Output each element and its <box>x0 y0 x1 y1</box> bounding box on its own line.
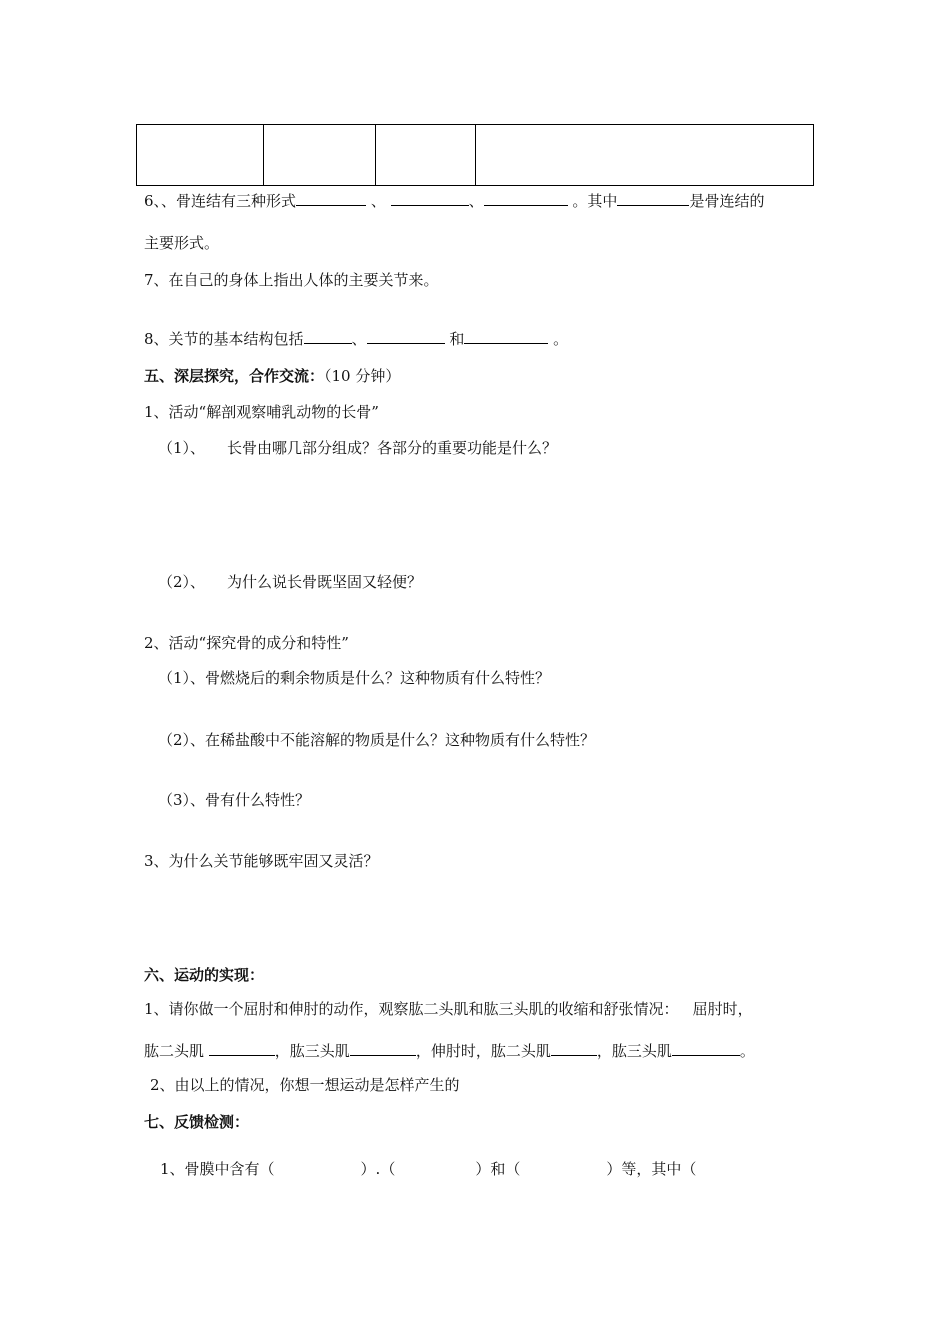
section-5-heading <box>144 366 400 386</box>
question-8 <box>144 329 568 349</box>
period: 。 <box>739 1042 755 1060</box>
separator: 、 <box>370 192 386 210</box>
activity-1-sub-2 <box>158 572 422 592</box>
q6-suffix: 是骨连结的 <box>689 192 765 210</box>
separator: 、 <box>468 192 484 210</box>
blank[interactable] <box>209 1041 275 1056</box>
section-7-q1 <box>160 1159 696 1179</box>
section-7-title: 七、反馈检测： <box>144 1113 250 1131</box>
table-divider <box>375 125 376 185</box>
label: ，肱三头肌 <box>274 1042 350 1060</box>
section-5-title: 五、深层探究，合作交流： <box>144 367 325 385</box>
activity-2-title: 2、活动“探究骨的成分和特性” <box>144 634 349 652</box>
blank[interactable] <box>617 191 689 206</box>
question-6 <box>144 191 764 211</box>
text: 1、骨膜中含有（ <box>160 1160 275 1178</box>
question-7: 7、在自己的身体上指出人体的主要关节来。 <box>144 271 439 289</box>
sub-text: 长骨由哪几部分组成？各部分的重要功能是什么？ <box>227 439 558 457</box>
text: ）.（ <box>360 1160 396 1178</box>
q1-flex: 屈肘时， <box>692 1000 753 1018</box>
label: ，伸肘时，肱二头肌 <box>415 1042 551 1060</box>
activity-1-title: 1、活动“解剖观察哺乳动物的长骨” <box>144 403 379 421</box>
section-6-title: 六、运动的实现： <box>144 966 265 984</box>
q8-prefix: 8、关节的基本结构包括 <box>144 330 304 348</box>
blank[interactable] <box>464 329 548 344</box>
table-divider <box>475 125 476 185</box>
activity-2-sub-3: （3）、骨有什么特性？ <box>158 791 311 809</box>
section-6-q1-line1 <box>144 999 753 1019</box>
table-divider <box>263 125 264 185</box>
blank[interactable] <box>484 191 568 206</box>
label: 肱二头肌 <box>144 1042 205 1060</box>
section-6-q2: 2、由以上的情况，你想一想运动是怎样产生的 <box>150 1076 460 1094</box>
section-5-time: （10 分钟） <box>324 367 401 385</box>
period: 。 <box>553 330 569 348</box>
activity-2-sub-2: （2）、在稀盐酸中不能溶解的物质是什么？这种物质有什么特性？ <box>158 731 596 749</box>
separator: 和 <box>449 330 465 348</box>
blank[interactable] <box>350 1041 416 1056</box>
separator: 、 <box>351 330 367 348</box>
question-6-continued: 主要形式。 <box>144 234 220 252</box>
sub-text: 为什么说长骨既坚固又轻便？ <box>227 573 423 591</box>
blank[interactable] <box>296 191 366 206</box>
activity-2-sub-1: （1）、骨燃烧后的剩余物质是什么？这种物质有什么特性？ <box>158 669 551 687</box>
q1-text: 1、请你做一个屈肘和伸肘的动作，观察肱二头肌和肱三头肌的收缩和舒张情况： <box>144 1000 679 1018</box>
sub-number: （1）、 <box>158 439 206 457</box>
label: ，肱三头肌 <box>596 1042 672 1060</box>
blank[interactable] <box>304 329 352 344</box>
blank[interactable] <box>672 1041 740 1056</box>
blank[interactable] <box>551 1041 597 1056</box>
section-6-q1-line2 <box>144 1041 755 1061</box>
blank[interactable] <box>367 329 445 344</box>
question-5-3: 3、为什么关节能够既牢固又灵活？ <box>144 852 379 870</box>
q6-prefix: 6、、骨连结有三种形式 <box>144 192 297 210</box>
text: ）等，其中（ <box>606 1160 697 1178</box>
text: ）和（ <box>475 1160 521 1178</box>
sub-number: （2）、 <box>158 573 206 591</box>
blank[interactable] <box>391 191 469 206</box>
answer-table <box>136 124 814 186</box>
q6-after: 。其中 <box>572 192 618 210</box>
activity-1-sub-1 <box>158 438 557 458</box>
